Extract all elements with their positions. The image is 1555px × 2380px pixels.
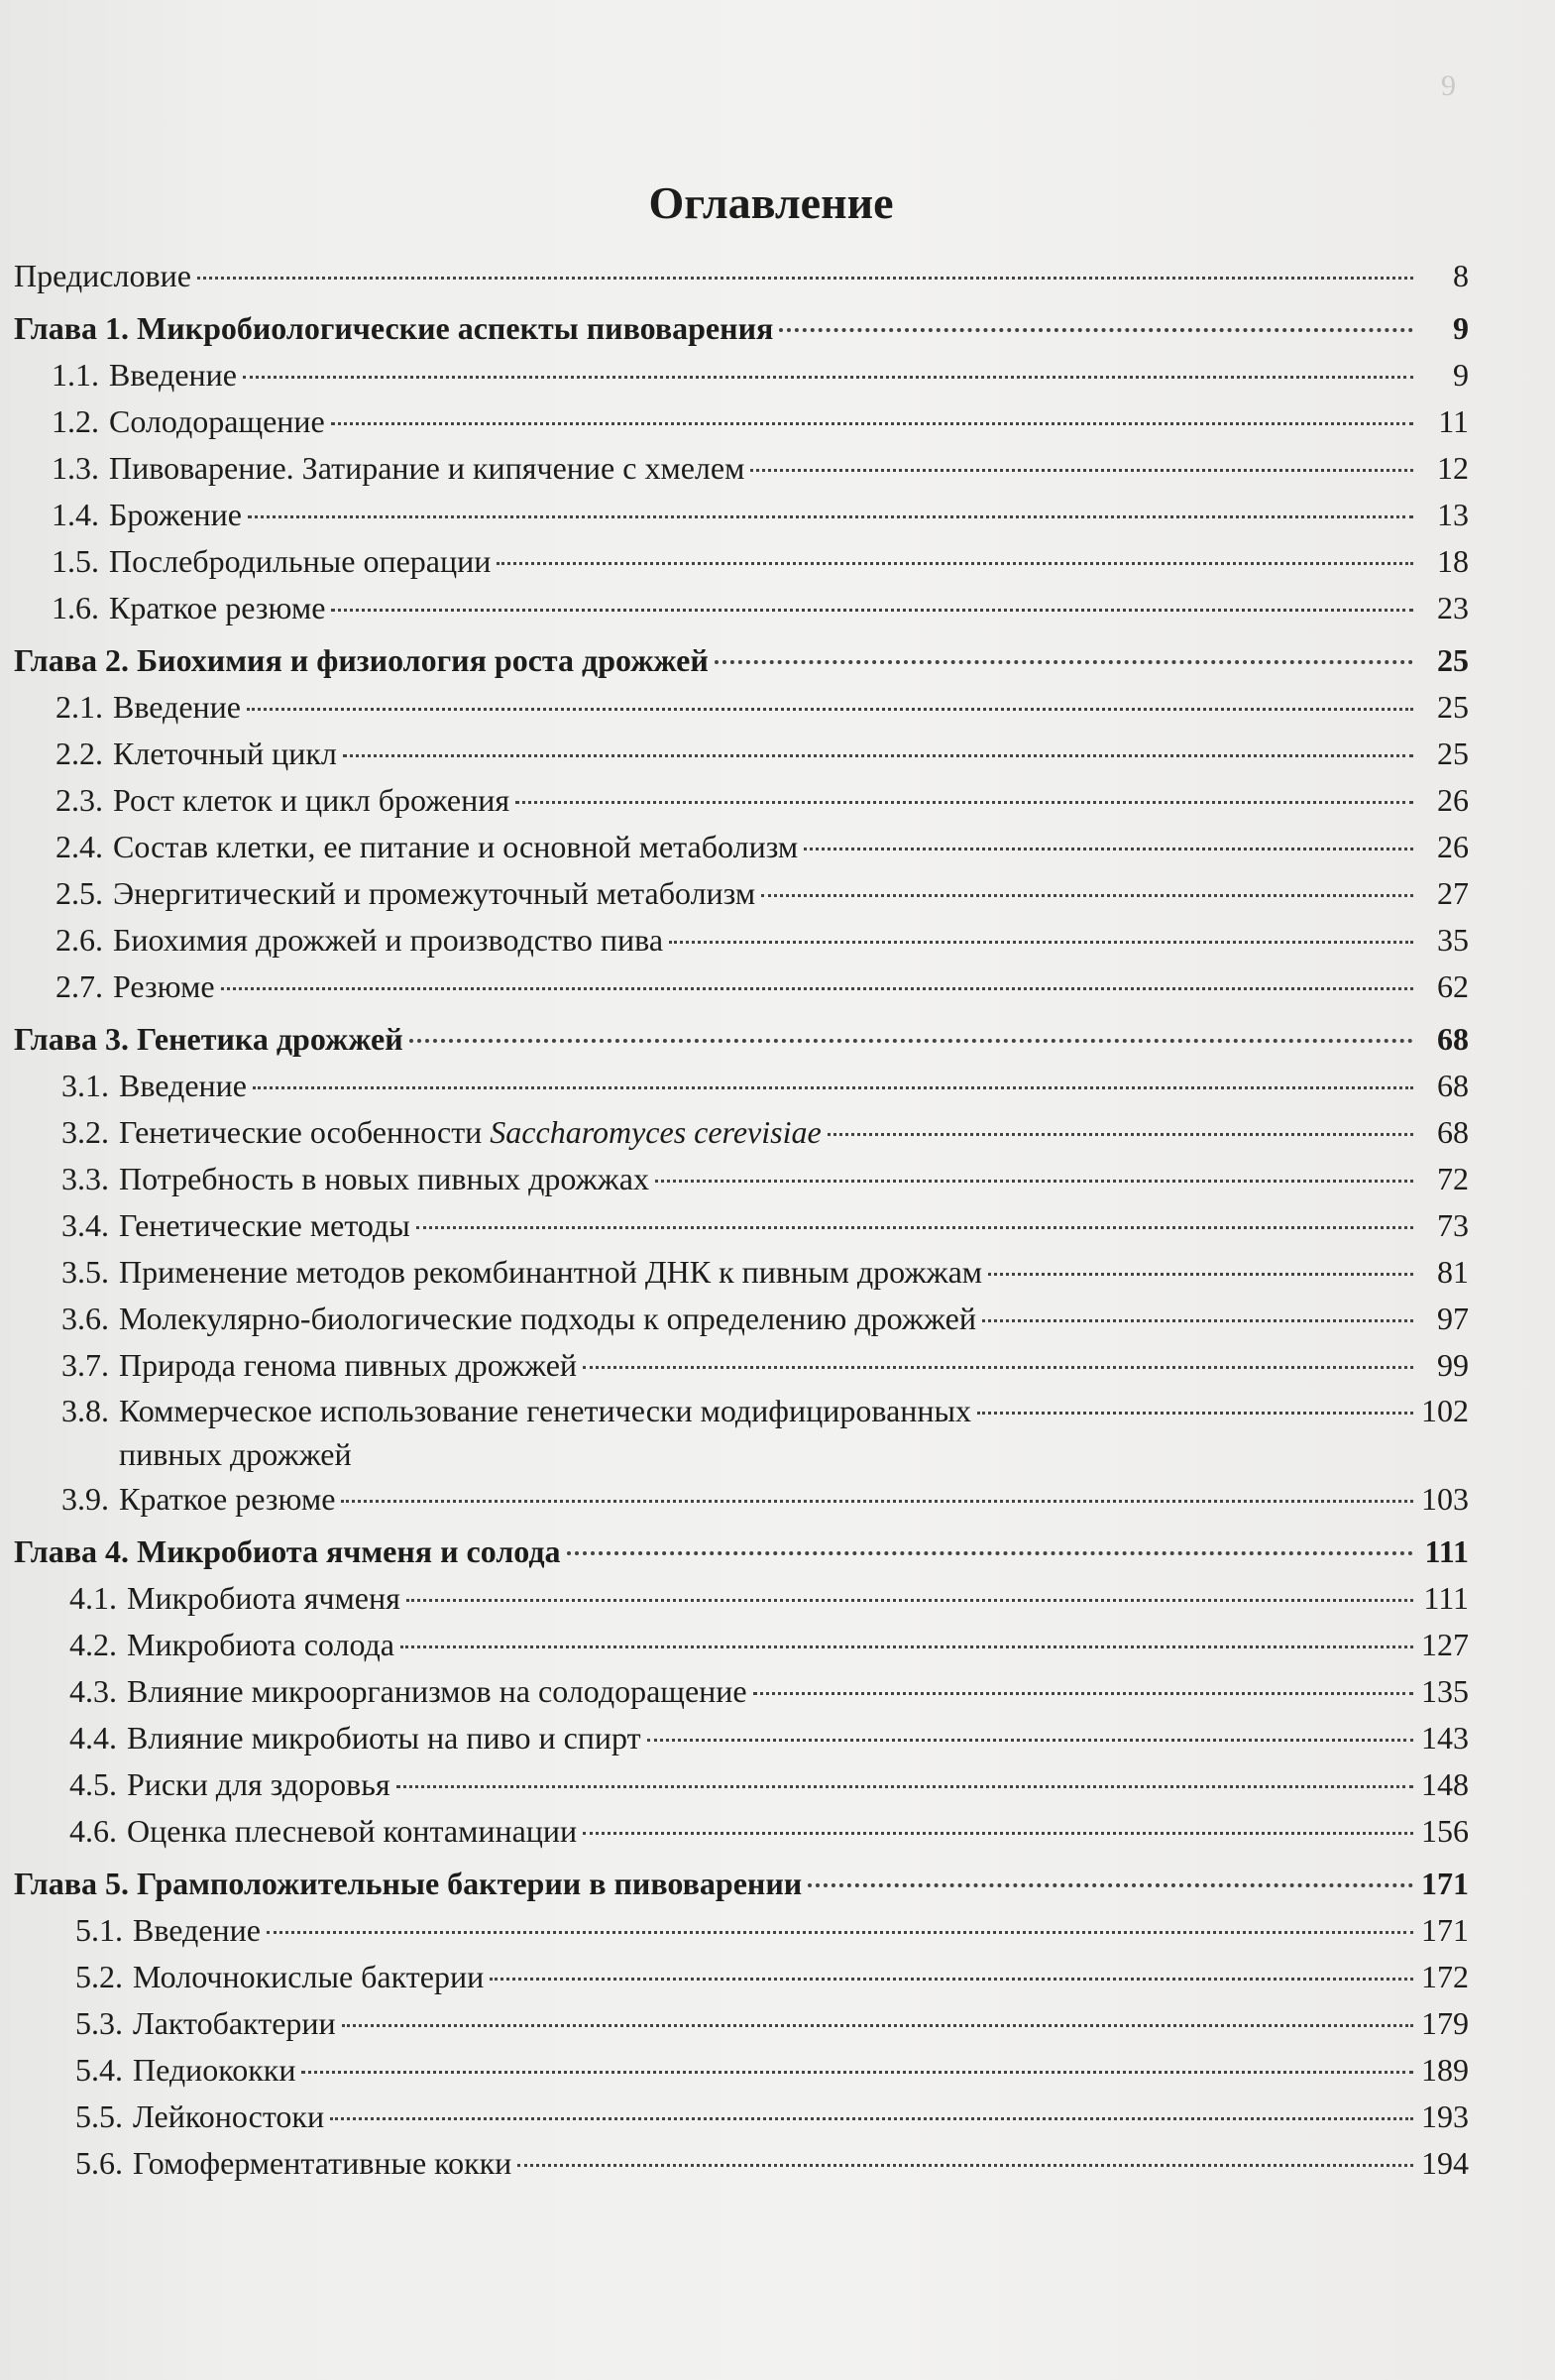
toc-section-2-7[interactable] — [14, 963, 1469, 1010]
toc-page-number: 13 — [1437, 497, 1469, 532]
leader-dots — [779, 328, 1413, 332]
toc-section-label: Гомоферментативные кокки — [133, 2145, 512, 2181]
toc-section-label: Брожение — [109, 497, 242, 532]
toc-section-label: Оценка плесневой контаминации — [127, 1813, 578, 1849]
toc-section-5-1[interactable] — [14, 1907, 1469, 1954]
leader-dots — [988, 1273, 1413, 1276]
toc-section-label: Генетические методы — [119, 1207, 410, 1243]
toc-section-number: 3.8. — [61, 1393, 109, 1428]
leader-dots — [808, 1883, 1413, 1887]
toc-section-1-3[interactable] — [14, 445, 1469, 492]
toc-section-label: Педиококки — [133, 2052, 296, 2088]
toc-section-number: 1.5. — [52, 543, 99, 579]
leader-dots — [750, 469, 1413, 472]
leader-dots — [301, 2071, 1413, 2074]
toc-page-number: 179 — [1421, 2005, 1469, 2041]
toc-section-1-4[interactable] — [14, 492, 1469, 538]
toc-section-3-1[interactable] — [14, 1063, 1469, 1109]
toc-section-number: 3.1. — [61, 1068, 109, 1103]
toc-section-number: 2.2. — [56, 736, 103, 771]
toc-page-number: 135 — [1421, 1673, 1469, 1709]
toc-section-5-3[interactable] — [14, 2000, 1469, 2047]
toc-section-label: Пивоварение. Затирание и кипячение с хмелем — [109, 450, 745, 486]
leader-dots — [583, 1832, 1413, 1835]
toc-section-label: Коммерческое использование генетически модифицированных — [119, 1393, 972, 1428]
toc-chapter-2[interactable] — [14, 637, 1469, 684]
toc-section-number: 3.5. — [61, 1254, 109, 1290]
toc-section-label: Влияние микроорганизмов на солодоращение — [127, 1673, 747, 1709]
toc-section-label-line2: пивных дрожжей — [119, 1436, 352, 1472]
leader-dots — [982, 1319, 1413, 1322]
toc-section-3-9[interactable] — [14, 1476, 1469, 1523]
leader-dots — [655, 1180, 1413, 1183]
toc-page-number: 25 — [1437, 642, 1469, 678]
toc-section-2-4[interactable] — [14, 824, 1469, 870]
toc-section-3-8[interactable] — [14, 1389, 1469, 1476]
toc-page-number: 148 — [1421, 1766, 1469, 1802]
toc-section-label: Молочнокислые бактерии — [133, 1959, 485, 1994]
leader-dots — [331, 609, 1413, 612]
toc-section-5-2[interactable] — [14, 1954, 1469, 2000]
toc-section-number: 2.4. — [56, 829, 103, 864]
toc-section-number: 4.1. — [69, 1580, 117, 1616]
toc-section-number: 4.6. — [69, 1813, 117, 1849]
toc-section-label: Рост клеток и цикл брожения — [113, 782, 510, 818]
toc-section-label-italic: Saccharomyces cerevisiae — [490, 1114, 822, 1150]
toc-section-label: Клеточный цикл — [113, 736, 337, 771]
toc-section-number: 4.5. — [69, 1766, 117, 1802]
leader-dots — [647, 1739, 1413, 1742]
toc-section-label: Введение — [119, 1068, 247, 1103]
toc-section-2-1[interactable] — [14, 684, 1469, 731]
toc-section-5-5[interactable] — [14, 2094, 1469, 2140]
leader-dots — [828, 1133, 1413, 1136]
toc-page-number: 127 — [1421, 1627, 1469, 1662]
toc-section-5-6[interactable] — [14, 2140, 1469, 2187]
toc-section-number: 1.2. — [52, 403, 99, 439]
leader-dots — [400, 1645, 1413, 1648]
toc-page-number: 171 — [1421, 1866, 1469, 1901]
toc-section-label: Влияние микробиоты на пиво и спирт — [127, 1720, 641, 1756]
toc-page-number: 62 — [1437, 968, 1469, 1004]
toc-section-number: 5.2. — [75, 1959, 123, 1994]
toc-section-number: 5.5. — [75, 2098, 123, 2134]
leader-dots — [406, 1599, 1413, 1602]
leader-dots — [343, 754, 1413, 757]
leader-dots — [267, 1931, 1413, 1934]
toc-section-number: 4.2. — [69, 1627, 117, 1662]
leader-dots — [396, 1785, 1413, 1788]
toc-section-1-1[interactable] — [14, 352, 1469, 398]
toc-chapter-label: Глава 3. Генетика дрожжей — [14, 1021, 403, 1057]
toc-section-label: Лактобактерии — [133, 2005, 336, 2041]
toc-page-number: 11 — [1438, 403, 1469, 439]
toc-section-number: 5.1. — [75, 1912, 123, 1948]
leader-dots — [253, 1086, 1413, 1089]
toc-section-label: Краткое резюме — [109, 590, 326, 625]
leader-dots — [341, 1500, 1413, 1503]
leader-dots — [715, 660, 1413, 664]
toc-chapter-label: Глава 4. Микробиота ячменя и солода — [14, 1533, 561, 1569]
toc-section-label: Лейконостоки — [133, 2098, 325, 2134]
leader-dots — [342, 2024, 1413, 2027]
toc-section-3-6[interactable] — [14, 1296, 1469, 1342]
toc-section-number: 3.4. — [61, 1207, 109, 1243]
toc-section-label: Риски для здоровья — [127, 1766, 390, 1802]
toc-entry-label: Предисловие — [14, 258, 191, 293]
toc-section-3-5[interactable] — [14, 1249, 1469, 1296]
toc-section-2-2[interactable] — [14, 731, 1469, 777]
toc-section-number: 5.3. — [75, 2005, 123, 2041]
toc-section-4-4[interactable] — [14, 1715, 1469, 1761]
toc-section-1-5[interactable] — [14, 538, 1469, 585]
toc-section-label: Потребность в новых пивных дрожжах — [119, 1161, 649, 1196]
toc-page-number: 9 — [1453, 310, 1469, 346]
leader-dots — [243, 376, 1413, 379]
toc-section-number: 5.6. — [75, 2145, 123, 2181]
toc-page-number: 194 — [1421, 2145, 1469, 2181]
toc-section-3-4[interactable] — [14, 1202, 1469, 1249]
leader-dots — [490, 1978, 1413, 1981]
toc-page-number: 23 — [1437, 590, 1469, 625]
toc-section-5-4[interactable] — [14, 2047, 1469, 2094]
toc-page-number: 26 — [1437, 829, 1469, 864]
toc-section-label: Введение — [109, 357, 237, 393]
toc-page-number: 8 — [1453, 258, 1469, 293]
toc-section-4-3[interactable] — [14, 1668, 1469, 1715]
toc-section-number: 2.7. — [56, 968, 103, 1004]
toc-section-4-2[interactable] — [14, 1622, 1469, 1668]
toc-section-1-6[interactable] — [14, 585, 1469, 631]
toc-page-number: 111 — [1423, 1580, 1469, 1616]
toc-page-number: 18 — [1437, 543, 1469, 579]
leader-dots — [753, 1692, 1413, 1695]
toc-section-label: Краткое резюме — [119, 1481, 336, 1517]
toc-page-number: 81 — [1437, 1254, 1469, 1290]
toc-page-number: 68 — [1437, 1114, 1469, 1150]
toc-section-number: 4.3. — [69, 1673, 117, 1709]
toc-section-label: Биохимия дрожжей и производство пива — [113, 922, 664, 958]
toc-section-4-1[interactable] — [14, 1575, 1469, 1622]
toc-page-number: 171 — [1421, 1912, 1469, 1948]
leader-dots — [416, 1226, 1413, 1229]
table-of-contents — [14, 159, 1469, 2187]
leader-dots — [197, 277, 1413, 280]
toc-section-label: Микробиота солода — [127, 1627, 394, 1662]
page-number: 9 — [1441, 69, 1456, 102]
leader-dots — [248, 515, 1413, 518]
toc-section-label: Молекулярно-биологические подходы к определению дрожжей — [119, 1301, 976, 1336]
leader-dots — [247, 708, 1413, 711]
toc-section-2-5[interactable] — [14, 870, 1469, 917]
toc-section-number: 2.1. — [56, 689, 103, 725]
leader-dots — [567, 1551, 1413, 1555]
leader-dots — [977, 1412, 1413, 1415]
toc-section-number: 1.3. — [52, 450, 99, 486]
toc-page-number: 111 — [1424, 1533, 1469, 1569]
toc-page-number: 143 — [1421, 1720, 1469, 1756]
toc-section-4-5[interactable] — [14, 1761, 1469, 1808]
toc-section-number: 3.6. — [61, 1301, 109, 1336]
toc-section-number: 3.2. — [61, 1114, 109, 1150]
toc-section-label: Энергитический и промежуточный метаболизм — [113, 875, 756, 911]
toc-entry-preface[interactable] — [14, 253, 1469, 299]
toc-section-number: 3.9. — [61, 1481, 109, 1517]
toc-chapter-label: Глава 1. Микробиологические аспекты пивоварения — [14, 310, 774, 346]
toc-section-number: 1.1. — [52, 357, 99, 393]
toc-section-number: 1.6. — [52, 590, 99, 625]
toc-page-number: 102 — [1421, 1393, 1469, 1428]
toc-section-label: Солодоращение — [109, 403, 325, 439]
leader-dots — [583, 1366, 1413, 1369]
toc-section-number: 1.4. — [52, 497, 99, 532]
toc-section-label: Послебродильные операции — [109, 543, 492, 579]
page-title: Оглавление — [648, 177, 894, 228]
toc-page-number: 35 — [1437, 922, 1469, 958]
toc-page-number: 72 — [1437, 1161, 1469, 1196]
leader-dots — [331, 422, 1413, 425]
toc-section-number: 2.3. — [56, 782, 103, 818]
toc-section-number: 3.3. — [61, 1161, 109, 1196]
toc-page-number: 68 — [1437, 1021, 1469, 1057]
toc-section-4-6[interactable] — [14, 1808, 1469, 1855]
toc-section-number: 5.4. — [75, 2052, 123, 2088]
leader-dots — [517, 2164, 1413, 2167]
toc-section-2-6[interactable] — [14, 917, 1469, 963]
toc-page-number: 27 — [1437, 875, 1469, 911]
toc-section-number: 2.6. — [56, 922, 103, 958]
toc-page-number: 9 — [1453, 357, 1469, 393]
toc-page-number: 172 — [1421, 1959, 1469, 1994]
toc-section-label: Применение методов рекомбинантной ДНК к пивным дрожжам — [119, 1254, 983, 1290]
toc-page-number: 25 — [1437, 736, 1469, 771]
toc-section-label: Введение — [133, 1912, 261, 1948]
toc-section-label: Природа генома пивных дрожжей — [119, 1347, 578, 1383]
toc-chapter-label: Глава 2. Биохимия и физиология роста дрожжей — [14, 642, 709, 678]
leader-dots — [221, 987, 1413, 990]
toc-section-number: 2.5. — [56, 875, 103, 911]
toc-section-1-2[interactable] — [14, 398, 1469, 445]
toc-section-number: 3.7. — [61, 1347, 109, 1383]
toc-chapter-4[interactable] — [14, 1529, 1469, 1575]
toc-section-3-2[interactable] — [14, 1109, 1469, 1156]
toc-page-number: 189 — [1421, 2052, 1469, 2088]
toc-page-number: 25 — [1437, 689, 1469, 725]
leader-dots — [761, 894, 1413, 897]
toc-page-number: 156 — [1421, 1813, 1469, 1849]
toc-section-label: Состав клетки, ее питание и основной метаболизм — [113, 829, 799, 864]
toc-section-number: 4.4. — [69, 1720, 117, 1756]
toc-page-number: 26 — [1437, 782, 1469, 818]
leader-dots — [409, 1039, 1413, 1043]
toc-section-label: Резюме — [113, 968, 215, 1004]
toc-page-number: 12 — [1437, 450, 1469, 486]
toc-section-label: Микробиота ячменя — [127, 1580, 400, 1616]
toc-page-number: 97 — [1437, 1301, 1469, 1336]
leader-dots — [804, 848, 1413, 850]
toc-chapter-label: Глава 5. Грамположительные бактерии в пивоварении — [14, 1866, 803, 1901]
leader-dots — [515, 801, 1413, 804]
toc-chapter-1[interactable] — [14, 305, 1469, 352]
toc-page-number: 193 — [1421, 2098, 1469, 2134]
toc-chapter-5[interactable] — [14, 1861, 1469, 1907]
toc-section-3-7[interactable] — [14, 1342, 1469, 1389]
toc-page-number: 68 — [1437, 1068, 1469, 1103]
leader-dots — [669, 941, 1413, 944]
toc-section-label: Генетические особенности — [119, 1114, 483, 1150]
toc-section-label: Введение — [113, 689, 241, 725]
leader-dots — [497, 562, 1413, 565]
toc-page-number: 73 — [1437, 1207, 1469, 1243]
toc-section-2-3[interactable] — [14, 777, 1469, 824]
toc-page-number: 103 — [1421, 1481, 1469, 1517]
toc-chapter-3[interactable] — [14, 1016, 1469, 1063]
toc-section-3-3[interactable] — [14, 1156, 1469, 1202]
leader-dots — [330, 2117, 1413, 2120]
toc-page-number: 99 — [1437, 1347, 1469, 1383]
